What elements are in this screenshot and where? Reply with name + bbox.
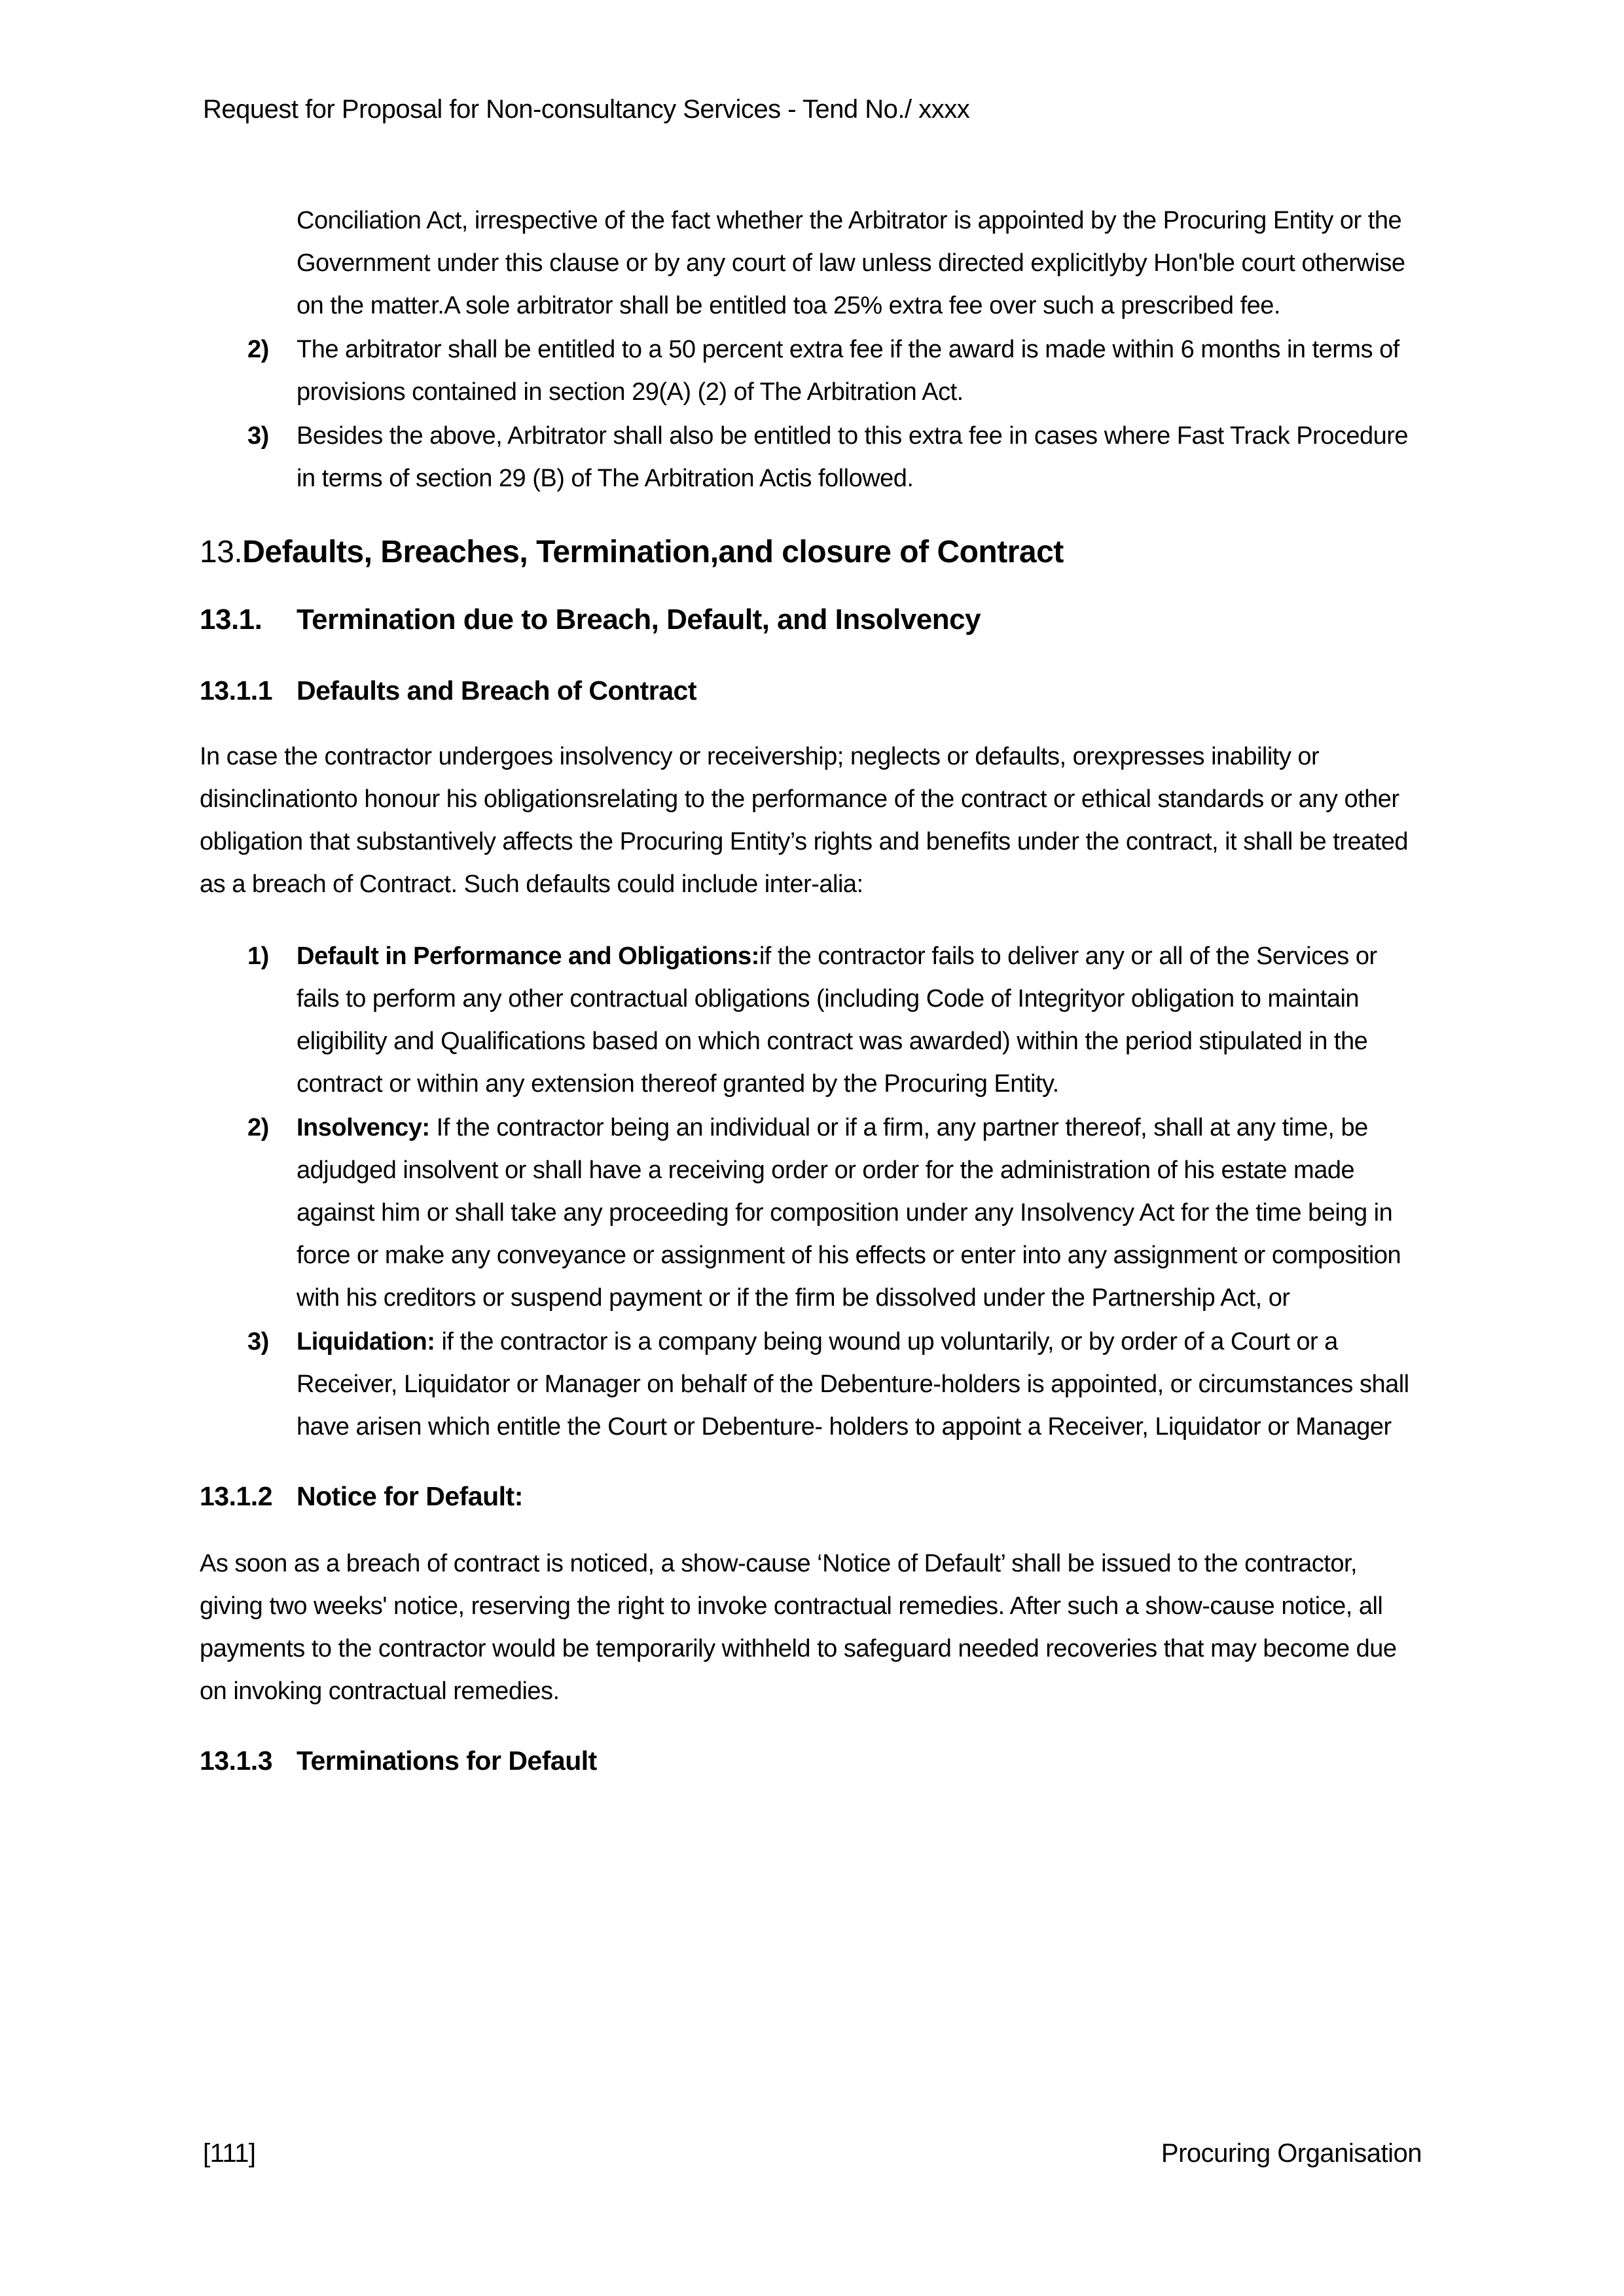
item-label: Insolvency: — [297, 1114, 430, 1141]
section-title: Termination due to Breach, Default, and Insolvency — [297, 603, 981, 636]
list-item-2 — [200, 329, 1422, 414]
list-item-2 — [200, 1107, 1422, 1319]
item-text — [297, 942, 1377, 1098]
section-title: Terminations for Default — [297, 1746, 597, 1776]
section-title: Defaults, Breaches, Termination,and closure of Contract — [242, 535, 1064, 569]
notice-default-paragraph: As soon as a breach of contract is noticed, a show-cause ‘Notice of Default’ shall be issued to the contractor, giving two weeks' notice, reserving the right to invoke contractual remedies. After such a show-cause notice, all payments to the contractor would be temporarily withheld to safeguard needed recoveries that may become due on invoking contractual remedies. — [200, 1550, 1397, 1705]
section-number: 13. — [200, 535, 243, 569]
item-text: The arbitrator shall be entitled to a 50 percent extra fee if the award is made within 6 months in terms of provisions contained in section 29(A) (2) of The Arbitration Act. — [297, 336, 1399, 406]
list-item-3 — [200, 415, 1422, 500]
section-number: 13.1.1 — [200, 675, 272, 706]
item-number: 2) — [247, 336, 269, 363]
defaults-intro-paragraph: In case the contractor undergoes insolvency or receivership; neglects or defaults, orexpresses inability or disinclinationto honour his obligationsrelating to the performance of the contract or ethical standards or any other obligation that substantively affects the Procuring Entity’s rights and benefits under the contract, it shall be treated as a breach of Contract. Such defaults could include inter-alia: — [200, 743, 1409, 898]
page-footer — [203, 2132, 1422, 2175]
item-number: 1) — [247, 942, 269, 970]
list-item-1 — [200, 935, 1422, 1105]
item-number: 3) — [247, 422, 269, 450]
item-text — [297, 1114, 1401, 1312]
item-body: If the contractor being an individual or if a firm, any partner thereof, shall at any time, be adjudged insolvent or shall have a receiving order or order for the administration of his estate made against him or shall take any proceeding for composition under any Insolvency Act for the time being in force or make any conveyance or assignment of his effects or enter into any assignment or composition with his creditors or suspend payment or if the firm be dissolved under the Partnership Act, or — [297, 1114, 1401, 1312]
item-text: Besides the above, Arbitrator shall also be entitled to this extra fee in cases where Fast Track Procedure in terms of section 29 (B) of The Arbitration Actis followed. — [297, 422, 1409, 492]
list-item-3 — [200, 1321, 1422, 1448]
section-number: 13.1.2 — [200, 1481, 272, 1511]
item-body: if the contractor fails to deliver any or all of the Services or fails to perform any other contractual obligations (including Code of Integrityor obligation to maintain eligibility and Qualifications based on which contract was awarded) within the period stipulated in the contract or within any extension thereof granted by the Procuring Entity. — [297, 942, 1377, 1098]
section-13-heading — [200, 529, 1422, 575]
section-13-1-3-heading — [200, 1740, 1422, 1781]
section-number: 13.1.3 — [200, 1746, 272, 1776]
defaults-list — [200, 935, 1422, 1448]
section-13-1-heading — [200, 599, 1422, 641]
arbitration-fee-list — [200, 329, 1422, 500]
section-number: 13.1. — [200, 603, 262, 636]
item-body: if the contractor is a company being wound up voluntarily, or by order of a Court or a Receiver, Liquidator or Manager on behalf of the Debenture-holders is appointed, or circumstances shall have arisen which entitle the Court or Debenture- holders to appoint a Receiver, Liquidator or Manager — [297, 1328, 1409, 1441]
footer-organisation: Procuring Organisation — [1161, 2139, 1422, 2168]
item-text — [297, 1328, 1409, 1441]
page-number: [111] — [203, 2139, 256, 2168]
section-13-1-2-heading — [200, 1476, 1422, 1516]
item-number: 2) — [247, 1114, 269, 1141]
section-13-1-1-heading — [200, 670, 1422, 711]
section-title: Notice for Default: — [297, 1481, 523, 1511]
item-number: 3) — [247, 1328, 269, 1355]
item-label: Liquidation: — [297, 1328, 435, 1355]
item-label: Default in Performance and Obligations: — [297, 942, 759, 970]
page-header: Request for Proposal for Non-consultancy Services - Tend No./ xxxx — [203, 95, 970, 124]
section-title: Defaults and Breach of Contract — [297, 675, 696, 706]
arbitration-continuation-paragraph: Conciliation Act, irrespective of the fact whether the Arbitrator is appointed by the Procuring Entity or the Government under this clause or by any court of law unless directed explicitlyby Hon'ble court otherwise on the matter.A sole arbitrator shall be entitled toa 25% extra fee over such a prescribed fee. — [297, 207, 1405, 319]
